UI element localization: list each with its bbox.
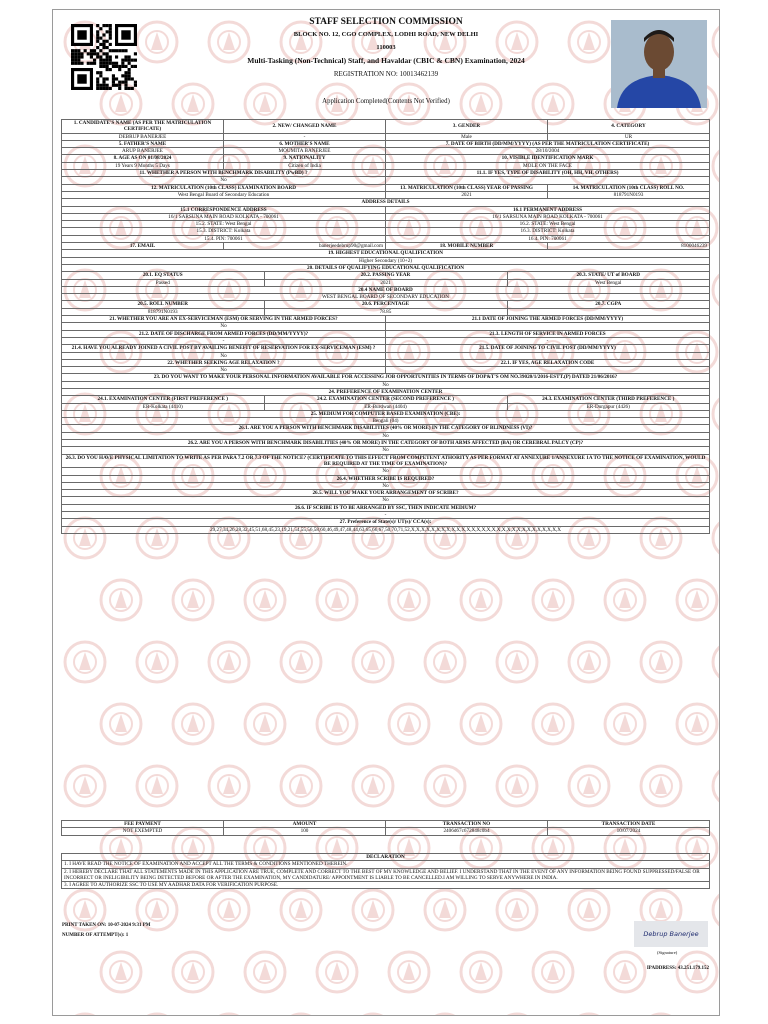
field-label: 20.4 NAME OF BOARD <box>62 286 710 293</box>
field-label: 7. DATE OF BIRTH (DD/MM/YYYY) (AS PER THE MATRICULATION CERTIFICATE) <box>386 140 710 147</box>
field-value: ER-Durgapur (4426) <box>507 403 710 410</box>
form-row <box>62 316 710 323</box>
field-label: 21. WHETHER YOU ARE AN EX-SERVICEMAN (ESM) OR SERVING IN THE ARMED FORCES? <box>62 316 386 323</box>
field-value: WEST BENGAL BOARD OF SECONDARY EDUCATION <box>62 294 710 301</box>
field-value: No <box>62 367 386 374</box>
field-label: 20. DETAILS OF QUALIFYING EDUCATIONAL QUALIFICATION <box>62 264 710 271</box>
field-value: - <box>224 133 386 140</box>
field-label: 15.1 CORRESPONDENCE ADDRESS <box>62 206 386 213</box>
field-value: MOUMITA BANERJEE <box>224 148 386 155</box>
field-value: 15.2. STATE: West Bengal <box>62 221 386 228</box>
form-row <box>62 447 710 454</box>
form-row <box>62 403 710 410</box>
field-label: 6. MOTHER'S NAME <box>224 140 386 147</box>
form-row <box>62 308 710 315</box>
payment-table <box>61 820 710 836</box>
candidate-photo <box>611 20 707 108</box>
field-label: 4. CATEGORY <box>548 120 710 134</box>
form-row <box>62 257 710 264</box>
payment-header: FEE PAYMENT <box>62 821 224 828</box>
details-table <box>61 119 710 534</box>
payment-value: 10/07/2024 <box>548 828 710 835</box>
registration-number: REGISTRATION NO: 10013462139 <box>333 70 439 78</box>
field-value: 28/10/2004 <box>386 148 710 155</box>
form-row <box>62 475 710 482</box>
field-value: 78.85 <box>264 308 507 315</box>
field-value: No <box>62 447 710 454</box>
form-row <box>62 177 710 184</box>
field-label: 24.3. EXAMINATION CENTER (THIRD PREFERENCE ) <box>507 396 710 403</box>
field-value: 16.3. DISTRICT: Kolkata <box>386 228 710 235</box>
field-value: No <box>62 482 710 489</box>
field-label: 24. PREFERENCE OF EXAMINATION CENTER <box>62 388 710 395</box>
field-value: banerjeedebrup90@gmail.com <box>224 243 386 250</box>
field-value: ER-Burdwan (4404) <box>264 403 507 410</box>
payment-header: TRANSACTION NO <box>386 821 548 828</box>
field-label: 17. EMAIL <box>62 243 224 250</box>
form-row <box>62 221 710 228</box>
field-value <box>386 367 710 374</box>
payment-header: AMOUNT <box>224 821 386 828</box>
field-label: 2. NEW/ CHANGED NAME <box>224 120 386 134</box>
field-label: 26.1. ARE YOU A PERSON WITH BENCHMARK DISABILITIES (40% OR MORE) IN THE CATEGORY OF BLINDNESS (VI)? <box>62 425 710 432</box>
form-row <box>62 504 710 511</box>
field-value: Higher Secondary (10+2) <box>62 257 710 264</box>
field-value: No <box>62 432 710 439</box>
field-label: 26.5. WILL YOU MAKE YOUR ARRANGEMENT OF SCRIBE? <box>62 490 710 497</box>
form-row <box>62 148 710 155</box>
form-row <box>62 490 710 497</box>
field-value: Bengali (04) <box>62 418 710 425</box>
attempt-count: NUMBER OF ATTEMPT(s): 1 <box>62 933 129 938</box>
org-title: STAFF SELECTION COMMISSION <box>309 17 463 27</box>
form-row <box>62 374 710 381</box>
form-row <box>62 206 710 213</box>
field-label: 5. FATHER'S NAME <box>62 140 224 147</box>
form-row <box>62 526 710 533</box>
form-row <box>62 155 710 162</box>
form-row <box>62 418 710 425</box>
field-label: 20.5. ROLL NUMBER <box>62 301 265 308</box>
field-value: West Bengal Board of Secondary Education <box>62 191 386 198</box>
field-value: UR <box>548 133 710 140</box>
ip-address: IPADDRESS: 43.251.179.152 <box>646 966 709 971</box>
signature-text: Debrup Banerjee <box>643 930 699 938</box>
application-form <box>52 9 720 1016</box>
form-row <box>62 228 710 235</box>
declaration-item: 1. I HAVE READ THE NOTICE OF EXAMINATION AND ACCEPT ALL THE TERMS & CONDITIONS MENTIONED THEREIN. <box>62 861 710 868</box>
field-label: 24.1. EXAMINATION CENTER (FIRST PREFERENCE ) <box>62 396 265 403</box>
field-label: 26.6. IF SCRIBE IS TO BE ARRANGED BY SSC, THEN INDICATE MEDIUM? <box>62 504 710 511</box>
form-row <box>62 482 710 489</box>
field-label: 25. MEDIUM FOR COMPUTER BASED EXAMINATION (CBE): <box>62 410 710 417</box>
form-row <box>62 323 710 330</box>
field-value: 8100046239 <box>548 243 710 250</box>
field-label: 20.1. EQ STATUS <box>62 272 265 279</box>
field-label: 19. HIGHEST EDUCATIONAL QUALIFICATION <box>62 250 710 257</box>
form-row <box>62 243 710 250</box>
declaration-title: DECLARATION <box>62 854 710 861</box>
field-value: No <box>62 323 386 330</box>
declaration-item: 3. I AGREE TO AUTHORIZE SSC TO USE MY AADHAR DATA FOR VERIFICATION PURPOSE. <box>62 882 710 889</box>
field-value: No <box>62 352 386 359</box>
form-row <box>62 264 710 271</box>
field-value: 16/1 SARSUNA MAIN ROAD KOLKATA - 700061 <box>386 213 710 220</box>
form-row <box>62 425 710 432</box>
org-pin: 110003 <box>376 44 396 51</box>
form-row <box>62 410 710 417</box>
form-row <box>62 345 710 352</box>
field-label: 21.1 DATE OF JOINING THE ARMED FORCES (DD/MM/YYYY) <box>386 316 710 323</box>
field-label: 22. WHETHER SEEKING AGE RELAXATION ? <box>62 359 386 366</box>
form-row <box>62 337 710 344</box>
field-value: No <box>62 497 710 504</box>
form-row <box>62 184 710 191</box>
field-value <box>507 308 710 315</box>
field-label: 22.1. IF YES, AGE RELAXATION CODE <box>386 359 710 366</box>
field-value <box>386 352 710 359</box>
payment-value: 100 <box>224 828 386 835</box>
field-value: 15.4. PIN: 700061 <box>62 235 386 242</box>
field-value: 16/1 SARSUNA MAIN ROAD KOLKATA - 700061 <box>62 213 386 220</box>
field-label: 24.2. EXAMINATION CENTER (SECOND PREFERENCE ) <box>264 396 507 403</box>
field-value: - <box>62 512 710 519</box>
field-value: Citizen of India <box>224 162 386 169</box>
exam-title: Multi-Tasking (Non-Technical) Staff, and Havaldar (CBIC & CBN) Examination, 2024 <box>247 56 525 65</box>
declaration-table <box>61 853 710 889</box>
field-value: Male <box>386 133 548 140</box>
form-row <box>62 497 710 504</box>
form-row <box>62 367 710 374</box>
field-label: 20.3. STATE/ UT of BOARD <box>507 272 710 279</box>
field-value: No <box>62 468 710 475</box>
field-label: 1. CANDIDATE'S NAME (AS PER THE MATRICULATION CERTIFICATE) <box>62 120 224 134</box>
field-label: 14. MATRICULATION (10th CLASS) ROLL NO. <box>548 184 710 191</box>
field-label: 8. AGE AS ON 01/08/2024 <box>62 155 224 162</box>
form-row <box>62 133 710 140</box>
field-label: 21.5. DATE OF JOINING TO CIVIL POST (DD/MM/YYYY) <box>386 345 710 352</box>
declaration-item: 2. I HEREBY DECLARE THAT ALL STATEMENTS MADE IN THIS APPLICATION ARE TRUE, COMPLETE AND CORRECT TO THE BEST OF MY KNOWLEDGE AND BELIEF. I UNDERSTAND THAT IN THE EVENT OF ANY INFORMATION BEING FOUND SUPPRESSED/FALSE OR INCORRECT OR INELIGIBILITY BEING DETECTED BEFORE OR AFTER THE EXAMINATION, MY CANDIDATURE/ APPOINTMENT IS LIABLE TO BE CANCELLED.I AM WILLING TO SERVE ANYWHERE IN INDIA. <box>62 868 710 882</box>
qr-code-icon <box>67 24 141 90</box>
form-row <box>62 519 710 526</box>
form-row <box>62 170 710 177</box>
form-row <box>62 301 710 308</box>
field-value: 818791N0193 <box>62 308 265 315</box>
field-label: 26.2. ARE YOU A PERSON WITH BENCHMARK DISABILITIES (40% OR MORE) IN THE CATEGORY OF BOTH ARMS AFFECTED (BA) OR CEREBRAL PALCY (CP)? <box>62 440 710 447</box>
form-row <box>62 120 710 134</box>
payment-value: NOT EXEMPTED <box>62 828 224 835</box>
field-value: ER-Kolkata (4410) <box>62 403 265 410</box>
form-row <box>62 191 710 198</box>
form-row <box>62 381 710 388</box>
signature-image <box>634 921 708 947</box>
field-value: - <box>62 337 386 344</box>
form-row <box>62 454 710 468</box>
field-value: DEBRUP BANERJEE <box>62 133 224 140</box>
payment-value: 2406d67c672848c0b4 <box>386 828 548 835</box>
field-value: No <box>62 381 710 388</box>
field-label: 9. NATIONALITY <box>224 155 386 162</box>
field-label: 13. MATRICULATION (10th CLASS) YEAR OF PASSING <box>386 184 548 191</box>
field-value: 19 Years 9 Months 5 Days <box>62 162 224 169</box>
signature-label: (Signature) <box>657 950 678 955</box>
form-row <box>62 512 710 519</box>
field-label: 20.2. PASSING YEAR <box>264 272 507 279</box>
form-row <box>62 330 710 337</box>
field-value <box>386 323 710 330</box>
field-label: 3. GENDER <box>386 120 548 134</box>
field-value: 818791N0193 <box>548 191 710 198</box>
field-label: 23. DO YOU WANT TO MAKE YOUR PERSONAL INFORMATION AVAILABLE FOR ACCESSING JOB OPPORTUNITIES IN TERMS OF DOP&T'S OM NO.39020/1/2016-ESTT.(P) DATED 21/06/2016? <box>62 374 710 381</box>
form-row <box>62 359 710 366</box>
print-timestamp: PRINT TAKEN ON: 10-07-2024 9:31 PM <box>62 923 151 928</box>
field-value: 16.4. PIN: 700061 <box>386 235 710 242</box>
field-value: West Bengal <box>507 279 710 286</box>
field-value: 16.2. STATE: West Bengal <box>386 221 710 228</box>
field-label: 11. WHETHER A PERSON WITH BENCHMARK DISABILITY (PwBD) ? <box>62 170 386 177</box>
org-address: BLOCK NO. 12, CGO COMPLEX, LODHI ROAD, NEW DELHI <box>293 31 479 38</box>
form-row <box>62 468 710 475</box>
field-label: 12. MATRICULATION (10th CLASS) EXAMINATION BOARD <box>62 184 386 191</box>
form-row <box>62 294 710 301</box>
field-label: ADDRESS DETAILS <box>62 199 710 206</box>
field-value: 2021 <box>264 279 507 286</box>
field-value <box>386 177 710 184</box>
form-row <box>62 199 710 206</box>
form-row <box>62 235 710 242</box>
field-label: 11.1. IF YES, TYPE OF DISABILITY (OH, HH, VH, OTHERS) <box>386 170 710 177</box>
form-row <box>62 352 710 359</box>
field-label: 21.4. HAVE YOU ALREADY JOINED A CIVIL POST BY AVAILING BENEFIT OF RESERVATION FOR EX-SERVICEMAN (ESM) ? <box>62 345 386 352</box>
field-label: 20.7. CGPA <box>507 301 710 308</box>
form-row <box>62 279 710 286</box>
form-row <box>62 286 710 293</box>
field-label: 10. VISIBLE IDENTIFICATION MARK <box>386 155 710 162</box>
field-label: 20.6. PERCENTAGE <box>264 301 507 308</box>
form-row <box>62 272 710 279</box>
field-value: - <box>386 337 710 344</box>
form-row <box>62 140 710 147</box>
form-row <box>62 250 710 257</box>
field-value: ARUP BANERJEE <box>62 148 224 155</box>
field-label: 26.4. WHETHER SCRIBE IS REQUIRED? <box>62 475 710 482</box>
form-row <box>62 388 710 395</box>
field-value: Passed <box>62 279 265 286</box>
field-label: 26.3. DO YOU HAVE PHYSICAL LIMITATION TO WRITE AS PER PARA 7.2 OR 7.3 OF THE NOTICE? (CERTIFICATE TO THIS EFFECT FROM COMPETENT ATHORITY AS PER FORMAT AT ANNEXURE 1/ANNEXURE 1A TO THE NOTICE OF EXAMINATION, WOULD BE REQUIRED AT THE TIME OF EXAMINATION)? <box>62 454 710 468</box>
field-label: 16.1 PERMANENT ADDRESS <box>386 206 710 213</box>
form-row <box>62 440 710 447</box>
form-row <box>62 432 710 439</box>
form-row <box>62 213 710 220</box>
field-label: 21.3. LENGTH OF SERVICE IN ARMED FORCES <box>386 330 710 337</box>
field-label: 21.2. DATE OF DISCHARGE FROM ARMED FORCES (DD/MM/YYYY)? <box>62 330 386 337</box>
field-label: 27. Preference of State(s)/ UT(s)/ CCA(s): <box>62 519 710 526</box>
field-value: No <box>62 177 386 184</box>
payment-header: TRANSACTION DATE <box>548 821 710 828</box>
field-value: 15.3. DISTRICT: Kolkata <box>62 228 386 235</box>
field-value: 29,27,34,26,28,32,45,51,68,45,23,19,21,54,55,56,58,60,46,49,47,48,44,63,65,66,67,50,70,71,52,X,X,X,X,X,X,X,X,X,X,X,X,X,X,X,X,X,X,X,X,X,X,X,X,X,X,X,X,X,X <box>62 526 710 533</box>
field-label: 18. MOBILE NUMBER <box>386 243 548 250</box>
field-value: MOLE ON THE FACE <box>386 162 710 169</box>
form-row <box>62 162 710 169</box>
field-value: 2021 <box>386 191 548 198</box>
application-status: Application Completed(Contents Not Verified) <box>322 98 450 105</box>
form-row <box>62 396 710 403</box>
